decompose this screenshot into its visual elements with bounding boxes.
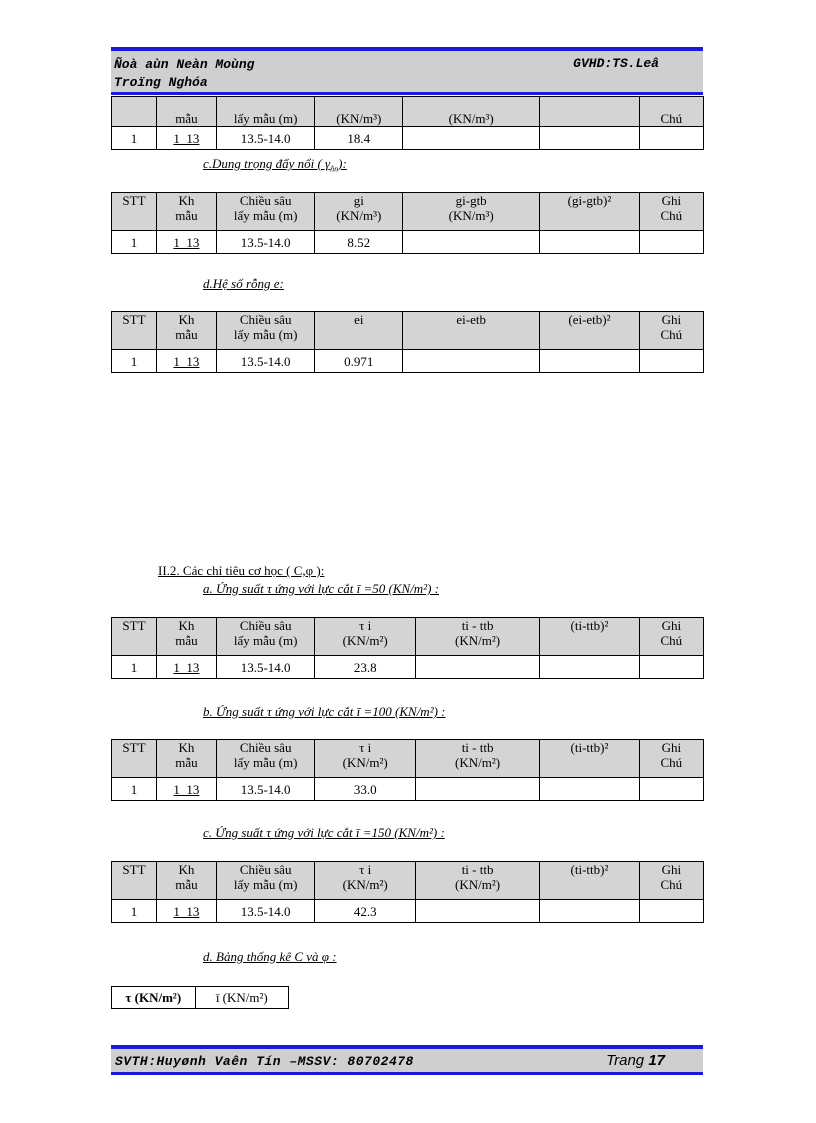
table-header-row — [112, 740, 704, 778]
cell: 1 — [112, 778, 157, 801]
cell — [639, 231, 703, 254]
header-line: Ghi — [661, 193, 682, 208]
header-line: STT — [122, 740, 146, 755]
header-line: gi-gtb — [455, 193, 487, 208]
header-line: Ghi — [661, 618, 682, 633]
header-cell: τ (KN/m²) — [112, 987, 196, 1009]
header-cell: Chú — [639, 97, 703, 127]
cell — [540, 231, 640, 254]
cell: 8.52 — [315, 231, 403, 254]
caption-end: ): — [338, 156, 347, 171]
cell: 0.971 — [315, 350, 403, 373]
cell — [639, 778, 703, 801]
header-line: (ei-etb)² — [568, 312, 611, 327]
cell: 13.5-14.0 — [216, 900, 314, 923]
header-cell — [416, 862, 540, 900]
cell: 13.5-14.0 — [216, 350, 314, 373]
table-unit-weight — [111, 192, 704, 254]
header-cell — [216, 740, 314, 778]
table-header-row — [112, 618, 704, 656]
header-line — [112, 877, 156, 892]
cell — [540, 656, 640, 679]
header-line: ei — [354, 312, 364, 327]
header-line: Ghi — [661, 740, 682, 755]
header-line: (KN/m²) — [455, 877, 501, 892]
section-c-caption — [203, 156, 347, 174]
cell: 23.8 — [315, 656, 416, 679]
table-row — [112, 350, 704, 373]
header-left — [114, 56, 254, 92]
table-header-row — [112, 862, 704, 900]
header-cell — [216, 862, 314, 900]
header-line: (KN/m²) — [342, 877, 388, 892]
table-row — [112, 900, 704, 923]
header-line: (gi-gtb)² — [567, 193, 612, 208]
header-cell — [315, 618, 416, 656]
header-cell — [540, 312, 640, 350]
header-line: (ti-ttb)² — [570, 740, 609, 755]
header-cell — [416, 618, 540, 656]
header-line: Kh — [178, 312, 195, 327]
cell: 33.0 — [315, 778, 416, 801]
header-project-title: Ñoà aùn Neàn Moùng — [114, 57, 255, 72]
table-header-row — [112, 987, 289, 1009]
top-table — [111, 96, 704, 150]
header-cell — [315, 740, 416, 778]
header-cell — [540, 193, 640, 231]
header-line: Chú — [660, 327, 683, 342]
header-line: Chiều sâu — [239, 618, 292, 633]
table-row — [112, 656, 704, 679]
header-line: lấy mẫu (m) — [233, 327, 298, 342]
cell — [540, 778, 640, 801]
header-line: Chiều sâu — [239, 740, 292, 755]
header-cell — [216, 618, 314, 656]
cell — [540, 900, 640, 923]
header-cell — [156, 618, 216, 656]
page-number: 17 — [648, 1052, 665, 1069]
header-line: mẫu — [175, 755, 198, 770]
header-cell — [216, 312, 314, 350]
header-line: lấy mẫu (m) — [233, 877, 298, 892]
cell: 1_13 — [156, 656, 216, 679]
cell: 1_13 — [156, 350, 216, 373]
header-line: STT — [122, 312, 146, 327]
header-cell: (KN/m³) — [315, 97, 403, 127]
header-cell — [216, 193, 314, 231]
header-advisor: GVHD:TS.Leâ — [573, 56, 659, 71]
table-shear-50 — [111, 617, 704, 679]
cell: 1 — [112, 350, 157, 373]
header-cell — [639, 193, 703, 231]
header-cell — [315, 193, 403, 231]
cell: 13.5-14.0 — [216, 231, 314, 254]
header-line: mẫu — [175, 877, 198, 892]
header-cell — [540, 618, 640, 656]
header-line: Ghi — [661, 312, 682, 327]
header-line: Kh — [178, 862, 195, 877]
table-c-phi-stats — [111, 986, 289, 1009]
header-cell — [315, 862, 416, 900]
page-footer — [111, 1045, 703, 1075]
header-line: lấy mẫu (m) — [233, 633, 298, 648]
cell: 1_13 — [156, 778, 216, 801]
header-line: STT — [122, 193, 146, 208]
cell — [416, 656, 540, 679]
header-line: ti - ttb — [461, 618, 494, 633]
header-line: mẫu — [175, 208, 198, 223]
cell: 1 — [112, 900, 157, 923]
header-line: ti - ttb — [461, 740, 494, 755]
cell: 1_13 — [156, 231, 216, 254]
section-a-caption: a. Ứng suất τ ứng với lực cắt ī =50 (KN/m²) : — [203, 581, 439, 596]
header-line: Chú — [660, 208, 683, 223]
header-line: Chiều sâu — [239, 312, 292, 327]
header-cell — [156, 740, 216, 778]
header-cell — [416, 740, 540, 778]
header-line: (KN/m²) — [455, 633, 501, 648]
header-line: Chú — [660, 877, 683, 892]
header-line: STT — [122, 862, 146, 877]
header-line — [540, 633, 639, 648]
table-shear-100 — [111, 739, 704, 801]
header-line: (ti-ttb)² — [570, 618, 609, 633]
cell — [403, 127, 540, 150]
header-line: (ti-ttb)² — [570, 862, 609, 877]
header-line: gi — [353, 193, 364, 208]
header-line — [315, 327, 402, 342]
cell — [639, 127, 703, 150]
header-line: τ i — [359, 618, 372, 633]
header-line: ei-etb — [456, 312, 486, 327]
header-line: (KN/m²) — [342, 633, 388, 648]
header-cell: lấy mẫu (m) — [216, 97, 314, 127]
header-line — [403, 327, 539, 342]
header-line: STT — [122, 618, 146, 633]
header-cell — [156, 862, 216, 900]
header-line: Chú — [660, 755, 683, 770]
cell — [403, 350, 540, 373]
header-line: ti - ttb — [461, 862, 494, 877]
cell — [416, 900, 540, 923]
header-line: mẫu — [175, 633, 198, 648]
section-d-caption: d.Hệ số rỗng e: — [203, 276, 284, 291]
table-row — [112, 778, 704, 801]
header-line: mẫu — [175, 327, 198, 342]
header-cell — [156, 193, 216, 231]
header-cell — [112, 740, 157, 778]
footer-page — [606, 1052, 665, 1069]
header-line: (KN/m³) — [448, 208, 494, 223]
cell: 13.5-14.0 — [216, 127, 314, 150]
header-cell — [112, 312, 157, 350]
section-II2-caption: II.2. Các chỉ tiêu cơ học ( C,φ ): — [158, 563, 325, 578]
page-label: Trang — [606, 1052, 645, 1069]
header-line — [540, 208, 639, 223]
table-shear-150 — [111, 861, 704, 923]
header-line — [112, 208, 156, 223]
header-line: (KN/m²) — [342, 755, 388, 770]
page-header — [111, 47, 703, 95]
header-line: Kh — [178, 740, 195, 755]
header-cell — [315, 312, 403, 350]
cell: 13.5-14.0 — [216, 778, 314, 801]
cell: 1_13 — [156, 127, 216, 150]
section-b-caption: b. Ứng suất τ ứng với lực cắt ī =100 (KN/m²) : — [203, 704, 446, 719]
cell: 13.5-14.0 — [216, 656, 314, 679]
header-line — [112, 755, 156, 770]
caption-text: c.Dung trọng đẩy nổi ( γ — [203, 156, 331, 171]
header-line — [540, 327, 639, 342]
header-cell — [112, 193, 157, 231]
header-cell: mẫu — [156, 97, 216, 127]
header-cell — [540, 862, 640, 900]
header-line: Ghi — [661, 862, 682, 877]
header-line: (KN/m²) — [455, 755, 501, 770]
table-header-row — [112, 97, 704, 127]
cell: 1_13 — [156, 900, 216, 923]
table-row — [112, 127, 704, 150]
header-cell — [639, 740, 703, 778]
header-line: Chiều sâu — [239, 193, 292, 208]
header-line — [112, 633, 156, 648]
header-line: lấy mẫu (m) — [233, 755, 298, 770]
table-void-ratio — [111, 311, 704, 373]
header-line: lấy mẫu (m) — [233, 208, 298, 223]
header-line: (KN/m³) — [336, 208, 382, 223]
header-cell — [540, 97, 640, 127]
cell: 1 — [112, 127, 157, 150]
header-cell — [112, 618, 157, 656]
header-line: Chiều sâu — [239, 862, 292, 877]
header-cell — [112, 97, 157, 127]
cell: 42.3 — [315, 900, 416, 923]
header-cell — [112, 862, 157, 900]
cell — [639, 350, 703, 373]
header-line: Kh — [178, 193, 195, 208]
section-c2-caption: c. Ứng suất τ ứng với lực cắt ī =150 (KN/m²) : — [203, 825, 445, 840]
header-student-name: Troïng Nghóa — [114, 75, 208, 90]
header-cell — [403, 312, 540, 350]
header-line — [540, 877, 639, 892]
header-line: τ i — [359, 740, 372, 755]
cell: 18.4 — [315, 127, 403, 150]
cell — [639, 900, 703, 923]
table-header-row — [112, 193, 704, 231]
header-cell — [639, 312, 703, 350]
cell — [540, 350, 640, 373]
cell — [540, 127, 640, 150]
table-row — [112, 231, 704, 254]
header-line — [112, 327, 156, 342]
header-line: τ i — [359, 862, 372, 877]
header-cell — [639, 862, 703, 900]
cell: 1 — [112, 231, 157, 254]
header-cell — [403, 193, 540, 231]
header-line — [540, 755, 639, 770]
header-cell — [639, 618, 703, 656]
cell: 1 — [112, 656, 157, 679]
header-cell: (KN/m³) — [403, 97, 540, 127]
cell — [416, 778, 540, 801]
header-line: Chú — [660, 633, 683, 648]
header-line: Kh — [178, 618, 195, 633]
footer-student-info: SVTH:Huyønh Vaên Tín –MSSV: 80702478 — [115, 1054, 414, 1069]
header-cell — [540, 740, 640, 778]
header-cell — [156, 312, 216, 350]
cell — [403, 231, 540, 254]
cell — [639, 656, 703, 679]
caption-subscript: ñn — [330, 164, 339, 174]
section-d2-caption: d. Bảng thống kê C và φ : — [203, 949, 337, 964]
header-cell: ī (KN/m²) — [195, 987, 288, 1009]
table-header-row — [112, 312, 704, 350]
